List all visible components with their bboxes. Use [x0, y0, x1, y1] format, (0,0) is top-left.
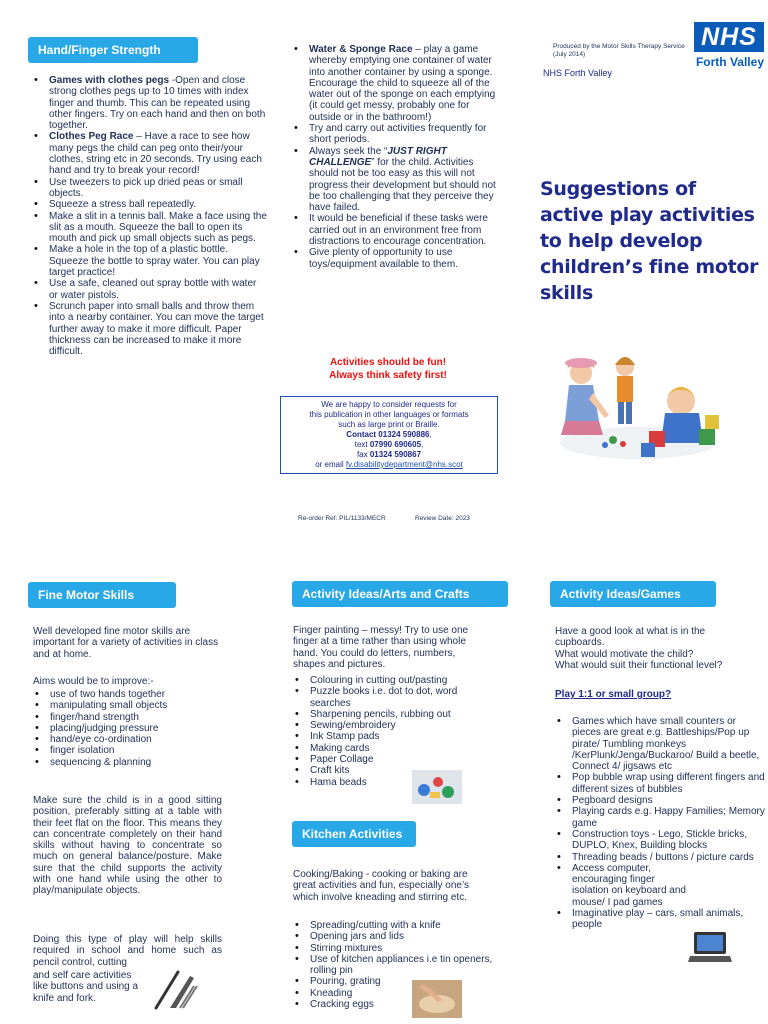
list-item: • Kneading — [310, 988, 500, 999]
laptop-icon — [688, 930, 732, 964]
list-item: • manipulating small objects — [50, 700, 240, 711]
list-item: • Cracking eggs — [310, 999, 500, 1010]
list-item: • Sharpening pencils, rubbing out — [310, 709, 500, 720]
list-item: • Making cards — [310, 743, 500, 754]
water-sponge-list — [292, 44, 499, 270]
fun-safety-note: Activities should be fun! Always think safety first! — [329, 357, 447, 381]
list-item: • Use of kitchen appliances i.e tin openers, rolling pin — [310, 954, 500, 977]
list-item: • Give plenty of opportunity to use toys/equipment available to them. — [309, 247, 499, 270]
list-item: • Spreading/cutting with a knife — [310, 920, 500, 931]
list-item: • Pegboard designs — [572, 795, 767, 806]
arts-crafts-list — [293, 675, 500, 788]
list-item: • Colouring in cutting out/pasting — [310, 675, 500, 686]
fax-number: 01324 590867 — [369, 450, 422, 459]
list-item: • Ink Stamp pads — [310, 731, 500, 742]
list-item: • hand/eye co-ordination — [50, 734, 240, 745]
craft-photo — [412, 770, 462, 804]
cutlery-icon — [150, 966, 200, 1012]
skills-paragraph-b: and self care activities like buttons and using a knife and fork. — [33, 970, 139, 1004]
list-item: • Use a safe, cleaned out spray bottle with water or water pistols. — [49, 278, 267, 301]
play-group-heading: Play 1:1 or small group? — [555, 689, 672, 700]
list-item: • Craft kits — [310, 765, 500, 776]
kitchen-intro: Cooking/Baking - cooking or baking are great activities and fun, especially one’s which involve kneading and stirring etc. — [293, 869, 470, 903]
list-item: • Make a hole in the top of a plastic bottle. Squeeze the bottle to spray water. You can play target practice! — [49, 244, 267, 278]
list-item: • Use tweezers to pick up dried peas or small objects. — [49, 177, 267, 200]
list-item: • Imaginative play – cars, small animals, people — [572, 908, 767, 931]
list-item: • Try and carry out activities frequently for short periods. — [309, 123, 499, 146]
list-item: • Hama beads — [310, 777, 500, 788]
list-item: • Clothes Peg Race – Have a race to see how many pegs the child can peg onto their/your clothes, string etc in 20 seconds. Try using each hand and try to break your record! — [49, 131, 267, 176]
list-item: • Construction toys - Lego, Stickle bricks, DUPLO, Knex, Building blocks — [572, 829, 767, 852]
contact-phone: Contact 01324 590886 — [346, 430, 430, 439]
fine-motor-intro: Well developed fine motor skills are important for a variety of activities in class and at home. — [33, 626, 219, 660]
list-item: • Pouring, grating — [310, 976, 500, 987]
list-item: • Puzzle books i.e. dot to dot, word searches — [310, 686, 500, 709]
list-item: • It would be beneficial if these tasks were carried out in an environment free from distractions to encourage concentration. — [309, 213, 499, 247]
nhs-logo-mark: NHS — [694, 22, 764, 52]
email-link[interactable]: fv.disabilitydepartment@nhs.scot — [345, 460, 463, 469]
reorder-ref: Re-order Ref: PIL/1133/MECR — [298, 515, 386, 522]
list-item: • Paper Collage — [310, 754, 500, 765]
finger-painting-text: Finger painting – messy! Try to use one finger at a time rather than using whole hand. You could do letters, numbers, shapes and pictures. — [293, 625, 469, 670]
section-header-hand-finger-strength: Hand/Finger Strength — [28, 37, 198, 63]
list-item: • Games which have small counters or pieces are great e.g. Battleships/Pop up pirate/ Tumbling monkeys /KerPlunk/Jenga/Buckaroo/ Build a beetle, Connect 4/ jigsaws etc — [572, 716, 767, 772]
leaflet-title: Suggestions of active play activities to help develop children’s fine motor skills — [540, 178, 759, 304]
produced-by-note: Produced by the Motor Skills Therapy Service (July 2014) — [553, 43, 685, 58]
aims-list — [33, 689, 240, 768]
list-item: • Scrunch paper into small balls and throw them into a nearby container. You can move the target further away to make it more difficult. Paper thickness can be increased to make it more difficult. — [49, 301, 267, 357]
list-item: • Playing cards e.g. Happy Families; Memory game — [572, 806, 767, 829]
aims-label: Aims would be to improve:- — [33, 676, 154, 687]
section-header-kitchen-activities: Kitchen Activities — [292, 821, 416, 847]
review-date: Review Date: 2023 — [415, 515, 470, 522]
nhs-logo-region: Forth Valley — [695, 55, 764, 69]
list-item: • Water & Sponge Race – play a game whereby emptying one container of water into another container by using a sponge. Encourage the child to squeeze all of the water out of the sponge on each emptying (it could get messy, probably one for outside or in the bathroom!) — [309, 44, 499, 123]
list-item: • finger/hand strength — [50, 712, 240, 723]
nhs-logo — [694, 22, 764, 69]
text-phone: 07990 690605 — [369, 440, 422, 449]
org-name: NHS Forth Valley — [543, 68, 612, 78]
skills-paragraph-a: Doing this type of play will help skills required in school and home such as pencil control, cutting — [33, 934, 222, 968]
games-intro: Have a good look at what is in the cupboards. What would motivate the child? What would suit their functional level? — [555, 626, 723, 671]
section-header-arts-crafts: Activity Ideas/Arts and Crafts — [292, 581, 508, 607]
list-item: • Access computer, encouraging finger isolation on keyboard and mouse/ I pad games — [572, 863, 690, 908]
list-item: • Threading beads / buttons / picture cards — [572, 852, 767, 863]
list-item: • Make a slit in a tennis ball. Make a face using the slit as a mouth. Squeeze the ball to open its mouth and pick up small objects such as pegs. — [49, 211, 267, 245]
sitting-position-paragraph: Make sure the child is in a good sitting position, preferably sitting at a table with their feet flat on the floor. This means they can concentrate completely on their hand skills without having to concentrate so much on general balance/posture. Make sure that the child supports the activity with one hand while using the other to play/manipulate objects. — [33, 795, 222, 897]
section-header-games: Activity Ideas/Games — [550, 581, 716, 607]
contact-box: We are happy to consider requests for this publication in other languages or formats such as large print or Braille. Contact 01324 590886, text 07990 690605, fax 01324 590867 or email fv.disabilitydepartment@nhs.scot — [280, 396, 498, 474]
kitchen-list — [293, 920, 500, 1010]
list-item: • finger isolation — [50, 745, 240, 756]
children-playing-illustration — [553, 345, 723, 465]
list-item: • Squeeze a stress ball repeatedly. — [49, 199, 267, 210]
list-item: • Always seek the “JUST RIGHT CHALLENGE” for the child. Activities should not be too easy as this will not progress their development but should not be too challenging that they perceive they have failed. — [309, 146, 499, 214]
list-item: • placing/judging pressure — [50, 723, 240, 734]
list-item: • use of two hands together — [50, 689, 240, 700]
section-header-fine-motor-skills: Fine Motor Skills — [28, 582, 176, 608]
games-list — [555, 716, 767, 931]
list-item: • Sewing/embroidery — [310, 720, 500, 731]
dough-photo — [412, 980, 462, 1018]
list-item: • sequencing & planning — [50, 757, 240, 768]
hand-strength-list — [32, 75, 267, 357]
list-item: • Stirring mixtures — [310, 943, 500, 954]
list-item: • Opening jars and lids — [310, 931, 500, 942]
list-item: • Pop bubble wrap using different fingers and different sizes of bubbles — [572, 772, 767, 795]
list-item: • Games with clothes pegs -Open and close strong clothes pegs up to 10 times with index finger and thumb. This can be repeated using other fingers. Try on each hand and then on both together. — [49, 75, 267, 131]
